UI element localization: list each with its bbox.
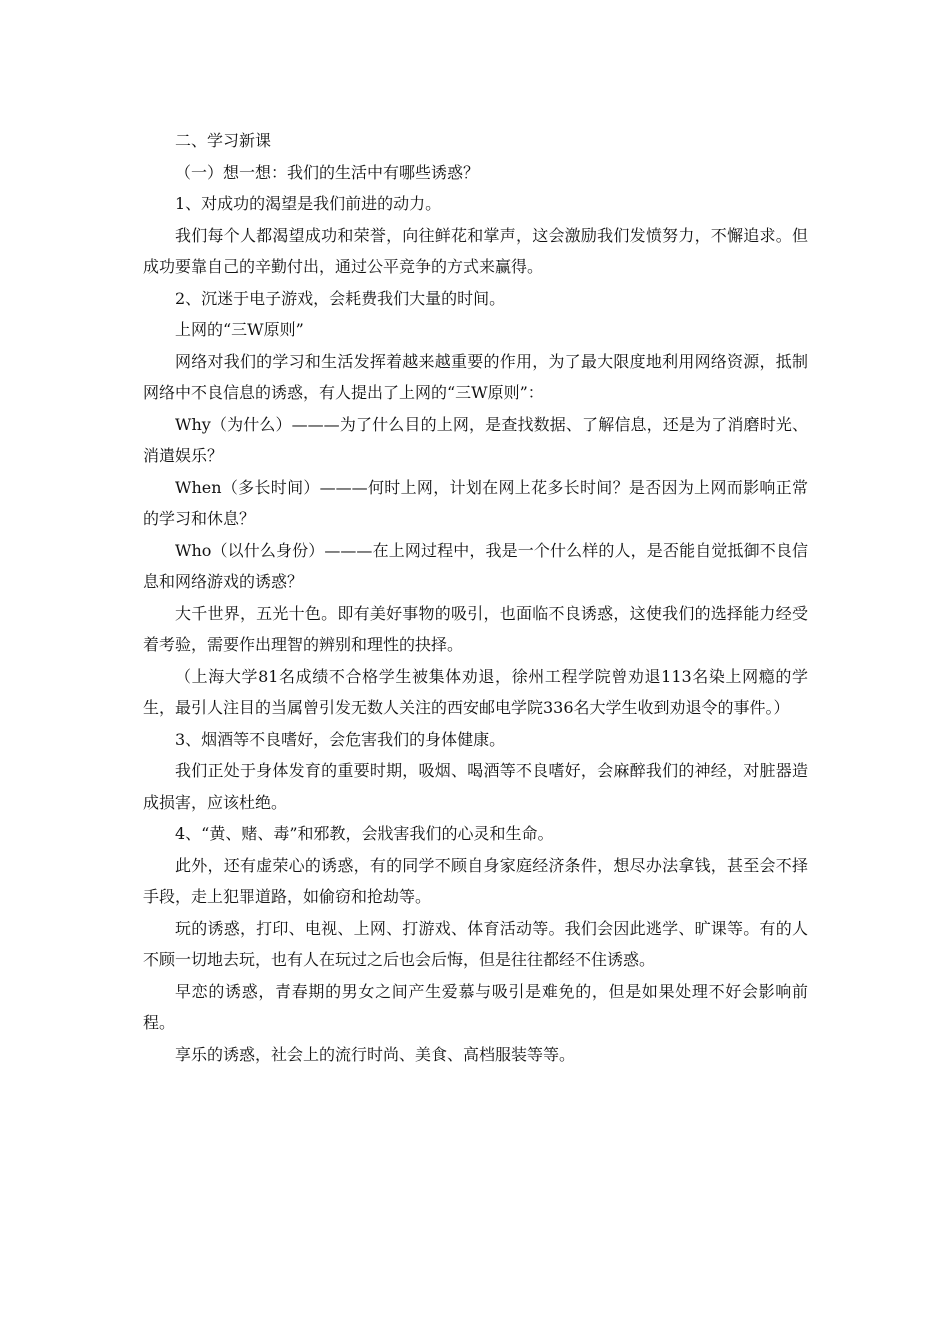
- subsection-heading: （一）想一想：我们的生活中有哪些诱惑？: [175, 162, 480, 182]
- example-note: （上海大学81名成绩不合格学生被集体劝退，徐州工程学院曾劝退113名染上网瘾的学生，最引人注目的当属曾引发无数人关注的西安邮电学院336名大学生收到劝退令的事件。）: [143, 666, 808, 717]
- body-paragraph: 享乐的诱惑，社会上的流行时尚、美食、高档服装等等。: [175, 1044, 576, 1064]
- point-heading-4: 4、“黄、赌、毒”和邪教，会戕害我们的心灵和生命。: [175, 824, 554, 843]
- why-principle: Why（为什么）———为了什么目的上网，是查找数据、了解信息，还是为了消磨时光、消遣娱乐？: [143, 414, 808, 465]
- document-body: [143, 125, 808, 1070]
- body-paragraph: 早恋的诱惑，青春期的男女之间产生爱慕与吸引是难免的，但是如果处理不好会影响前程。: [143, 981, 808, 1032]
- point-heading-2: 2、沉迷于电子游戏，会耗费我们大量的时间。: [175, 288, 506, 308]
- body-paragraph: 网络对我们的学习和生活发挥着越来越重要的作用，为了最大限度地利用网络资源，抵制网络中不良信息的诱惑，有人提出了上网的“三W原则”：: [143, 351, 808, 402]
- body-paragraph: 玩的诱惑，打印、电视、上网、打游戏、体育活动等。我们会因此逃学、旷课等。有的人不顾一切地去玩，也有人在玩过之后也会后悔，但是往往都经不住诱惑。: [143, 918, 808, 969]
- body-paragraph: 大千世界，五光十色。即有美好事物的吸引，也面临不良诱惑，这使我们的选择能力经受着考验，需要作出理智的辨别和理性的抉择。: [143, 603, 808, 654]
- body-paragraph: 我们正处于身体发育的重要时期，吸烟、喝酒等不良嗜好，会麻醉我们的神经，对脏器造成损害，应该杜绝。: [143, 761, 808, 812]
- who-principle: Who（以什么身份）———在上网过程中，我是一个什么样的人，是否能自觉抵御不良信息和网络游戏的诱惑？: [143, 540, 808, 591]
- point-heading-3: 3、烟酒等不良嗜好，会危害我们的身体健康。: [175, 729, 506, 749]
- three-w-title: 上网的“三W原则”: [175, 320, 304, 339]
- section-heading: 二、学习新课: [175, 131, 272, 150]
- body-paragraph: 我们每个人都渴望成功和荣誉，向往鲜花和掌声，这会激励我们发愤努力，不懈追求。但成功要靠自己的辛勤付出，通过公平竞争的方式来赢得。: [143, 225, 808, 276]
- point-heading-1: 1、对成功的渴望是我们前进的动力。: [175, 194, 442, 213]
- when-principle: When（多长时间）———何时上网，计划在网上花多长时间？是否因为上网而影响正常的学习和休息？: [143, 477, 808, 528]
- body-paragraph: 此外，还有虚荣心的诱惑，有的同学不顾自身家庭经济条件，想尽办法拿钱，甚至会不择手段，走上犯罪道路，如偷窃和抢劫等。: [143, 855, 808, 906]
